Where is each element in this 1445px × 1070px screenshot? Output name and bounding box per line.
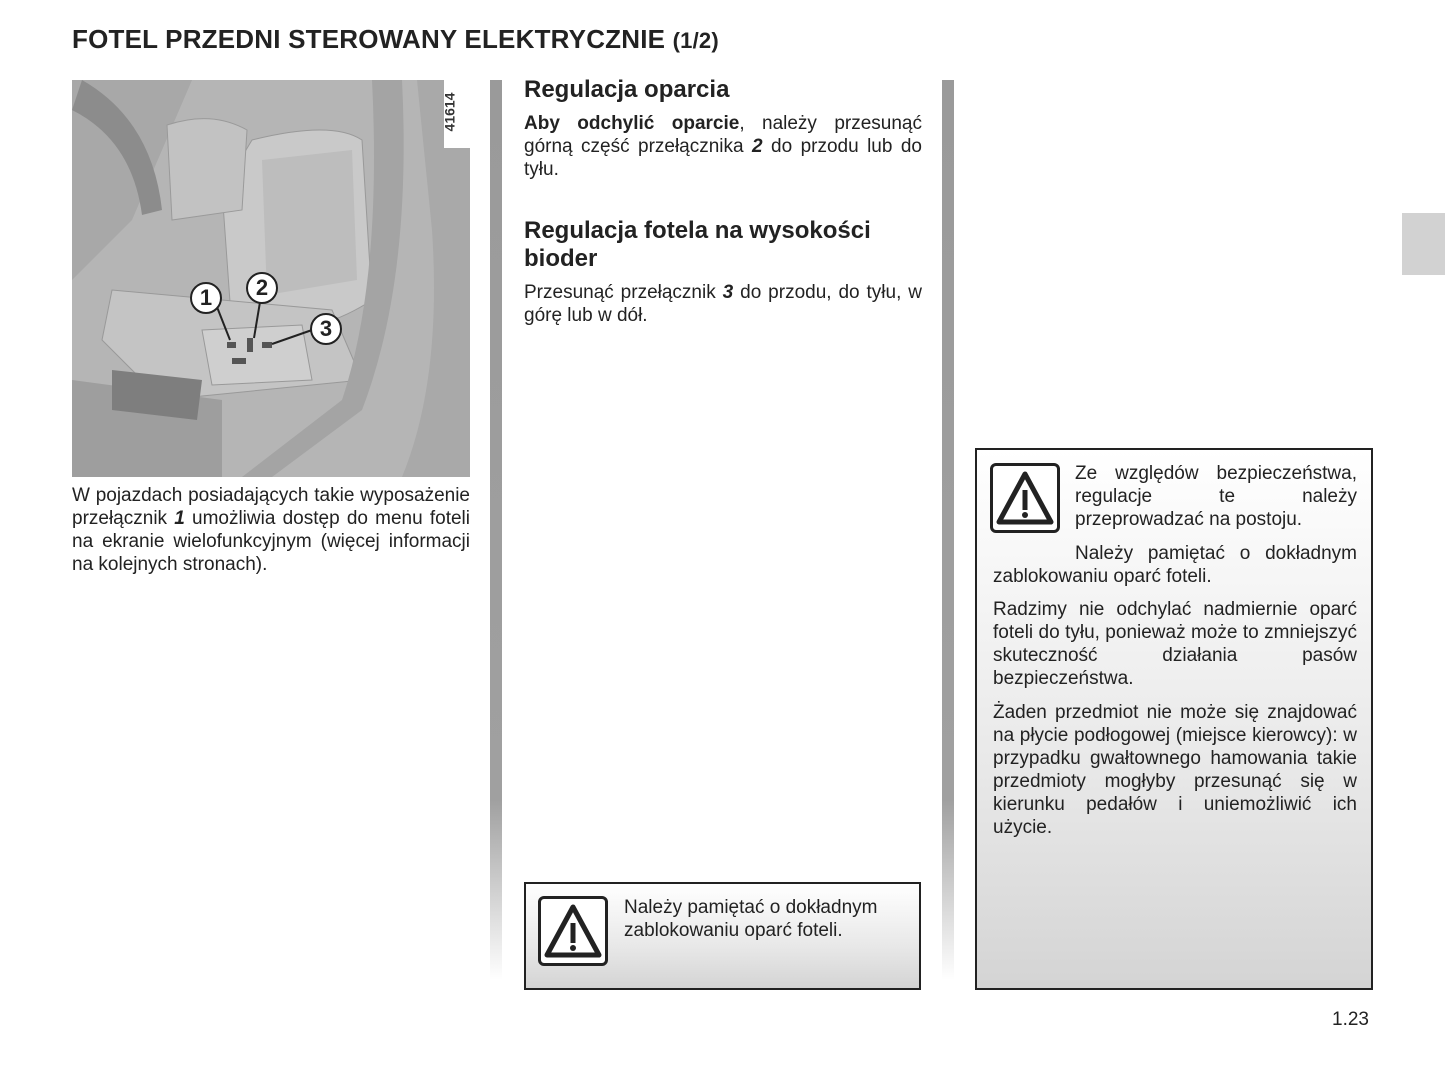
- callout-1: 1: [190, 282, 222, 314]
- height-paragraph: [524, 281, 922, 327]
- column1-text: [72, 484, 470, 576]
- column-divider: [490, 80, 502, 980]
- switch-number: 1: [174, 508, 185, 529]
- page-number: 1.23: [1332, 1009, 1369, 1030]
- warning-paragraph-1: Ze względów bezpieczeństwa, regulacje te należy przeprowadzać na postoju.: [1075, 463, 1357, 530]
- warning-triangle-icon: [990, 463, 1060, 533]
- callout-3: 3: [310, 313, 342, 345]
- text: W pojazdach posiadających takie wyposażenie przełącznik: [72, 485, 470, 529]
- warning-paragraph-3: Radzimy nie odchylać nadmiernie oparć foteli do tyłu, ponieważ może to zmniejszyć skuteczność działania pasów bezpieczeństwa.: [993, 599, 1357, 689]
- warning-paragraph-2: Należy pamiętać o dokładnym zablokowaniu oparć foteli.: [993, 543, 1357, 587]
- backrest-paragraph: [524, 112, 922, 181]
- switch-number: 3: [722, 282, 734, 303]
- warning-paragraph-4: Żaden przedmiot nie może się znajdować na płycie podłogowej (miejsce kierowcy): w przypadku gwałtownego hamowania takie przedmioty mogłyby przesunąć się w kierunku pedałów i uniemożliwić ich użycie.: [993, 702, 1357, 838]
- title-part: (1/2): [672, 28, 719, 53]
- text: , należy przesunąć górną część przełącznika: [524, 113, 922, 157]
- seat-illustration: [72, 80, 470, 477]
- warning-box-large: [975, 448, 1373, 990]
- seat-menu-paragraph: [72, 484, 470, 576]
- heading-height: Regulacja fotela na wysokości bioder: [524, 217, 871, 272]
- switch-number: 2: [752, 136, 763, 157]
- text: do przodu lub do tyłu.: [524, 136, 922, 180]
- text: do przodu, do tyłu, w górę lub w dół.: [524, 282, 922, 326]
- page-title: [72, 24, 719, 55]
- bold-text: Aby odchylić oparcie: [524, 113, 740, 134]
- column2: [524, 76, 922, 327]
- column-divider: [942, 80, 954, 980]
- title-text: FOTEL PRZEDNI STEROWANY ELEKTRYCZNIE: [72, 24, 666, 54]
- section-tab: [1402, 213, 1445, 275]
- warning-box-small: [524, 882, 921, 990]
- text: umożliwia dostęp do menu foteli na ekranie wielofunkcyjnym (więcej informacji na kolejnych stronach).: [72, 508, 470, 575]
- callout-2: 2: [246, 272, 278, 304]
- text: Przesunąć przełącznik: [524, 282, 723, 303]
- figure-id: 41614: [441, 92, 458, 132]
- heading-backrest: Regulacja oparcia: [524, 76, 730, 103]
- warning-triangle-icon: [538, 896, 608, 966]
- figure-id-label: [441, 80, 470, 148]
- warning-text: Należy pamiętać o dokładnym zablokowaniu oparć foteli.: [624, 897, 878, 941]
